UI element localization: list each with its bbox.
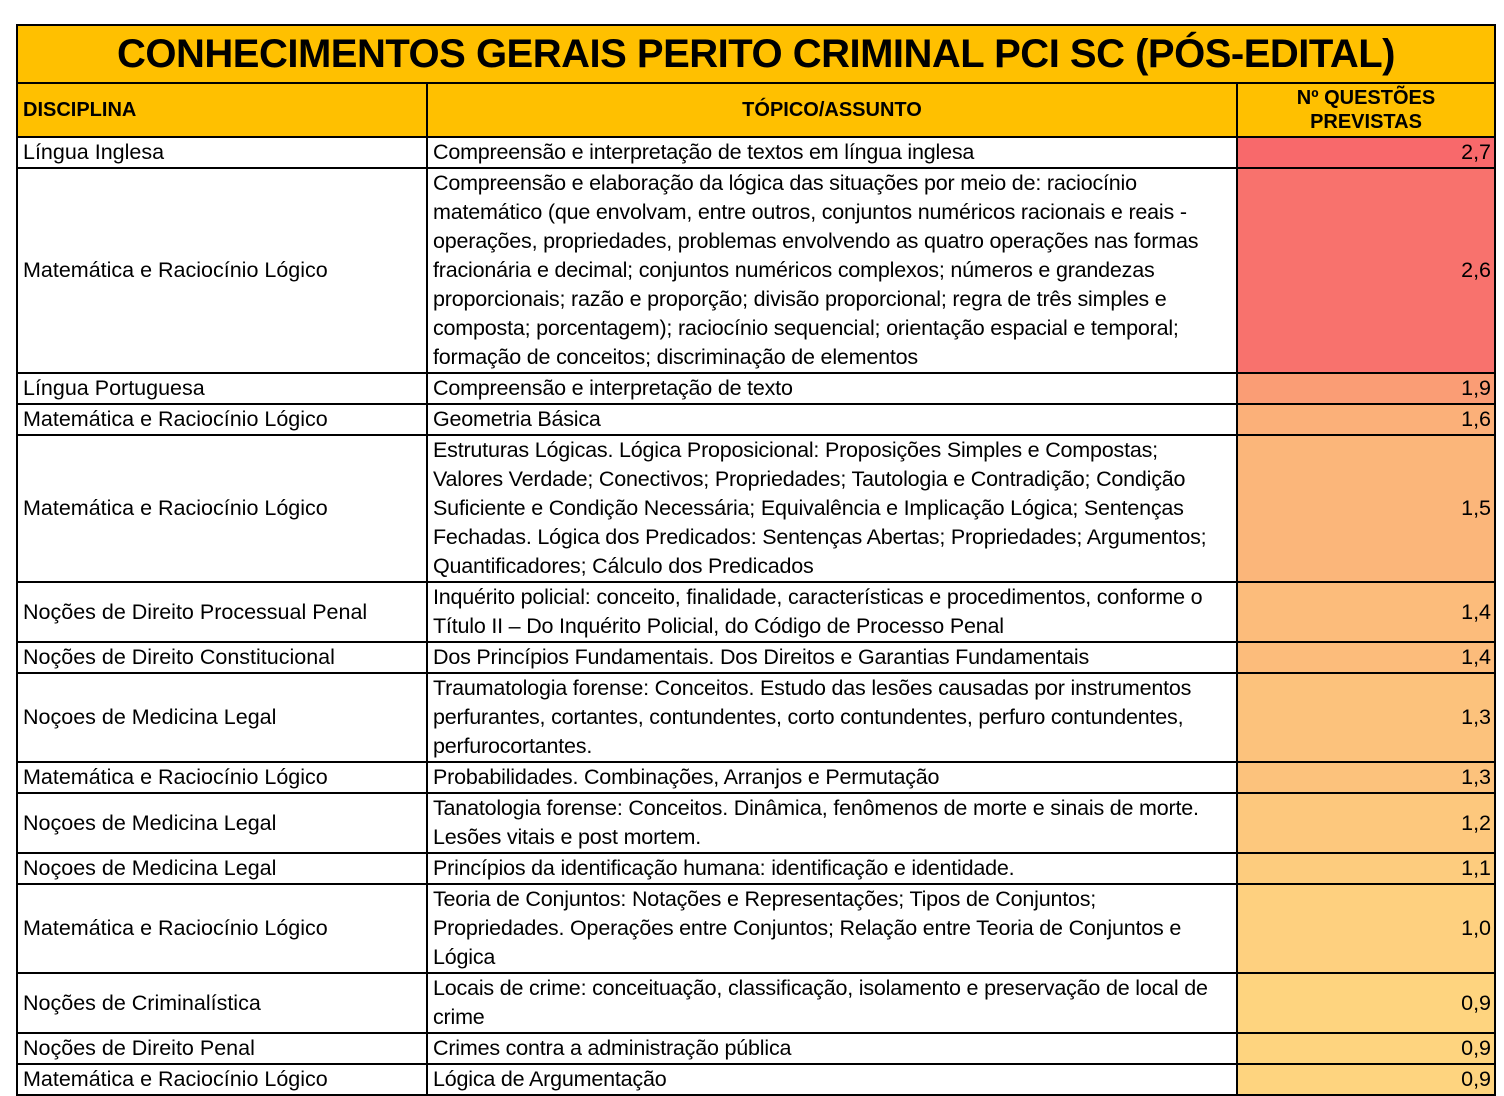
discipline-cell[interactable]: Noções de Direito Constitucional — [17, 642, 427, 673]
questions-cell[interactable]: 0,9 — [1237, 1033, 1495, 1064]
table-row — [17, 373, 1495, 404]
table-row — [17, 793, 1495, 853]
discipline-cell[interactable]: Matemática e Raciocínio Lógico — [17, 168, 427, 373]
table-row — [17, 1064, 1495, 1095]
header-discipline[interactable]: DISCIPLINA — [17, 83, 427, 137]
header-questions-line2: PREVISTAS — [1310, 111, 1422, 133]
questions-cell[interactable]: 0,9 — [1237, 1064, 1495, 1095]
discipline-cell[interactable]: Matemática e Raciocínio Lógico — [17, 404, 427, 435]
questions-cell[interactable]: 2,7 — [1237, 137, 1495, 168]
table-row — [17, 404, 1495, 435]
questions-cell[interactable]: 1,5 — [1237, 435, 1495, 582]
topic-cell[interactable]: Geometria Básica — [427, 404, 1237, 435]
discipline-cell[interactable]: Noções de Direito Penal — [17, 1033, 427, 1064]
topic-cell[interactable]: Dos Princípios Fundamentais. Dos Direitos e Garantias Fundamentais — [427, 642, 1237, 673]
header-questions-line1: Nº QUESTÕES — [1296, 87, 1436, 109]
topic-cell[interactable]: Lógica de Argumentação — [427, 1064, 1237, 1095]
topic-cell[interactable]: Traumatologia forense: Conceitos. Estudo das lesões causadas por instrumentos perfurantes, cortantes, contundentes, corto contundentes, perfuro contundentes, perfurocortantes. — [427, 673, 1237, 762]
discipline-cell[interactable]: Matemática e Raciocínio Lógico — [17, 435, 427, 582]
header-questions[interactable] — [1237, 83, 1495, 137]
discipline-cell[interactable]: Matemática e Raciocínio Lógico — [17, 762, 427, 793]
questions-cell[interactable]: 1,9 — [1237, 373, 1495, 404]
discipline-cell[interactable]: Noções de Direito Processual Penal — [17, 582, 427, 642]
questions-cell[interactable]: 1,6 — [1237, 404, 1495, 435]
discipline-cell[interactable]: Noçoes de Medicina Legal — [17, 853, 427, 884]
discipline-cell[interactable]: Língua Portuguesa — [17, 373, 427, 404]
topic-cell[interactable]: Compreensão e interpretação de texto — [427, 373, 1237, 404]
questions-cell[interactable]: 1,0 — [1237, 884, 1495, 973]
topic-cell[interactable]: Crimes contra a administração pública — [427, 1033, 1237, 1064]
table-row — [17, 884, 1495, 973]
questions-cell[interactable]: 2,6 — [1237, 168, 1495, 373]
questions-cell[interactable]: 1,4 — [1237, 582, 1495, 642]
discipline-cell[interactable]: Língua Inglesa — [17, 137, 427, 168]
questions-cell[interactable]: 1,3 — [1237, 762, 1495, 793]
table-row — [17, 642, 1495, 673]
table-title[interactable]: CONHECIMENTOS GERAIS PERITO CRIMINAL PCI SC (PÓS-EDITAL) — [17, 25, 1495, 83]
discipline-cell[interactable]: Noções de Criminalística — [17, 973, 427, 1033]
questions-cell[interactable]: 1,4 — [1237, 642, 1495, 673]
topic-cell[interactable]: Teoria de Conjuntos: Notações e Representações; Tipos de Conjuntos; Propriedades. Operações entre Conjuntos; Relação entre Teoria de Conjuntos e Lógica — [427, 884, 1237, 973]
header-row — [17, 83, 1495, 137]
topics-table — [16, 24, 1496, 1096]
table-row — [17, 137, 1495, 168]
discipline-cell[interactable]: Noçoes de Medicina Legal — [17, 793, 427, 853]
topic-cell[interactable]: Princípios da identificação humana: identificação e identidade. — [427, 853, 1237, 884]
topic-cell[interactable]: Estruturas Lógicas. Lógica Proposicional: Proposições Simples e Compostas; Valores Verdade; Conectivos; Propriedades; Tautologia e Contradição; Condição Suficiente e Condição Necessária; Equivalência e Implicação Lógica; Sentenças Fechadas. Lógica dos Predicados: Sentenças Abertas; Propriedades; Argumentos; Quantificadores; Cálculo dos Predicados — [427, 435, 1237, 582]
table-row — [17, 973, 1495, 1033]
topic-cell[interactable]: Compreensão e elaboração da lógica das situações por meio de: raciocínio matemático (que envolvam, entre outros, conjuntos numéricos racionais e reais - operações, propriedades, problemas envolvendo as quatro operações nas formas fracionária e decimal; conjuntos numéricos complexos; números e grandezas proporcionais; razão e proporção; divisão proporcional; regra de três simples e composta; porcentagem); raciocínio sequencial; orientação espacial e temporal; formação de conceitos; discriminação de elementos — [427, 168, 1237, 373]
table-body — [17, 137, 1495, 1095]
table-row — [17, 1033, 1495, 1064]
table-row — [17, 673, 1495, 762]
table-row — [17, 168, 1495, 373]
questions-cell[interactable]: 1,1 — [1237, 853, 1495, 884]
table-row — [17, 762, 1495, 793]
questions-cell[interactable]: 1,3 — [1237, 673, 1495, 762]
discipline-cell[interactable]: Matemática e Raciocínio Lógico — [17, 884, 427, 973]
topic-cell[interactable]: Inquérito policial: conceito, finalidade, características e procedimentos, conforme o Título II – Do Inquérito Policial, do Código de Processo Penal — [427, 582, 1237, 642]
topic-cell[interactable]: Probabilidades. Combinações, Arranjos e Permutação — [427, 762, 1237, 793]
table-row — [17, 853, 1495, 884]
questions-cell[interactable]: 1,2 — [1237, 793, 1495, 853]
topic-cell[interactable]: Locais de crime: conceituação, classificação, isolamento e preservação de local de crime — [427, 973, 1237, 1033]
spreadsheet — [16, 24, 1494, 1096]
topic-cell[interactable]: Compreensão e interpretação de textos em língua inglesa — [427, 137, 1237, 168]
header-topic[interactable]: TÓPICO/ASSUNTO — [427, 83, 1237, 137]
topic-cell[interactable]: Tanatologia forense: Conceitos. Dinâmica, fenômenos de morte e sinais de morte. Lesões vitais e post mortem. — [427, 793, 1237, 853]
discipline-cell[interactable]: Matemática e Raciocínio Lógico — [17, 1064, 427, 1095]
table-row — [17, 435, 1495, 582]
discipline-cell[interactable]: Noçoes de Medicina Legal — [17, 673, 427, 762]
table-row — [17, 582, 1495, 642]
questions-cell[interactable]: 0,9 — [1237, 973, 1495, 1033]
title-row — [17, 25, 1495, 83]
